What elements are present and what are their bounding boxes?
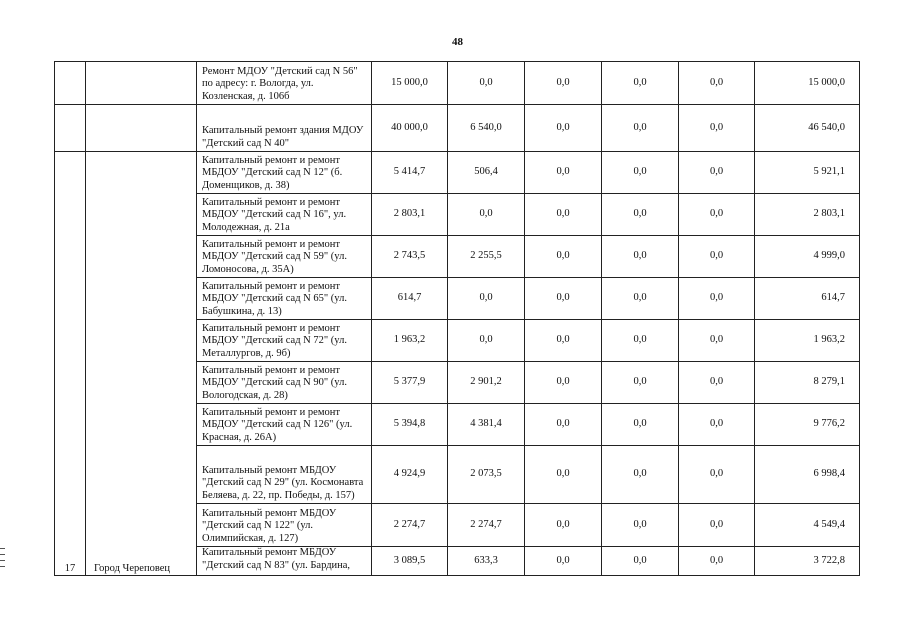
table-row	[55, 105, 860, 152]
value-cell: 0,0	[602, 278, 679, 320]
value-cell: 0,0	[679, 236, 755, 278]
page-number: 48	[452, 36, 463, 48]
value-cell: 0,0	[525, 236, 602, 278]
object-description: Капитальный ремонт МБДОУ "Детский сад N 122" (ул. Олимпийская, д. 127)	[197, 504, 372, 547]
budget-table	[54, 61, 860, 576]
value-cell: 0,0	[525, 504, 602, 547]
value-cell: 5 377,9	[372, 362, 448, 404]
value-cell: 0,0	[525, 446, 602, 504]
value-cell: 0,0	[679, 62, 755, 105]
object-description: Капитальный ремонт и ремонт МБДОУ "Детский сад N 12" (б. Доменщиков, д. 38)	[197, 152, 372, 194]
total-cell: 3 722,8	[755, 547, 860, 576]
object-description: Капитальный ремонт и ремонт МБДОУ "Детский сад N 126" (ул. Красная, д. 26А)	[197, 404, 372, 446]
total-cell: 6 998,4	[755, 446, 860, 504]
total-cell: 614,7	[755, 278, 860, 320]
value-cell: 0,0	[525, 62, 602, 105]
row-index: 17	[55, 152, 86, 576]
value-cell: 506,4	[448, 152, 525, 194]
value-cell: 0,0	[525, 194, 602, 236]
city-name: Город Череповец	[86, 152, 197, 576]
value-cell: 0,0	[602, 504, 679, 547]
total-cell: 4 999,0	[755, 236, 860, 278]
value-cell: 0,0	[448, 62, 525, 105]
object-description: Капитальный ремонт и ремонт МБДОУ "Детский сад N 16", ул. Молодежная, д. 21а	[197, 194, 372, 236]
total-cell: 46 540,0	[755, 105, 860, 152]
value-cell: 0,0	[602, 404, 679, 446]
value-cell: 4 924,9	[372, 446, 448, 504]
value-cell: 0,0	[602, 236, 679, 278]
total-cell: 8 279,1	[755, 362, 860, 404]
value-cell: 0,0	[525, 404, 602, 446]
value-cell: 0,0	[679, 404, 755, 446]
value-cell: 2 073,5	[448, 446, 525, 504]
index-cell-empty	[55, 62, 86, 105]
value-cell: 0,0	[525, 278, 602, 320]
object-description: Ремонт МДОУ "Детский сад N 56" по адресу: г. Вологда, ул. Козленская, д. 106б	[197, 62, 372, 105]
value-cell: 0,0	[525, 152, 602, 194]
value-cell: 5 414,7	[372, 152, 448, 194]
value-cell: 0,0	[448, 278, 525, 320]
value-cell: 15 000,0	[372, 62, 448, 105]
value-cell: 0,0	[679, 504, 755, 547]
value-cell: 0,0	[679, 194, 755, 236]
value-cell: 0,0	[679, 362, 755, 404]
object-description: Капитальный ремонт и ремонт МБДОУ "Детский сад N 90" (ул. Вологодская, д. 28)	[197, 362, 372, 404]
value-cell: 0,0	[602, 152, 679, 194]
city-cell-empty	[86, 105, 197, 152]
city-cell-empty	[86, 62, 197, 105]
total-cell: 2 803,1	[755, 194, 860, 236]
object-description: Капитальный ремонт и ремонт МБДОУ "Детский сад N 72" (ул. Металлургов, д. 9б)	[197, 320, 372, 362]
table-row	[55, 152, 860, 194]
value-cell: 0,0	[602, 362, 679, 404]
value-cell: 633,3	[448, 547, 525, 576]
value-cell: 0,0	[679, 105, 755, 152]
value-cell: 0,0	[602, 62, 679, 105]
value-cell: 0,0	[679, 278, 755, 320]
total-cell: 4 549,4	[755, 504, 860, 547]
scan-edge-marks	[0, 548, 6, 588]
value-cell: 1 963,2	[372, 320, 448, 362]
total-cell: 1 963,2	[755, 320, 860, 362]
value-cell: 0,0	[679, 446, 755, 504]
value-cell: 0,0	[679, 547, 755, 576]
value-cell: 0,0	[525, 547, 602, 576]
value-cell: 2 803,1	[372, 194, 448, 236]
value-cell: 40 000,0	[372, 105, 448, 152]
value-cell: 0,0	[448, 320, 525, 362]
total-cell: 9 776,2	[755, 404, 860, 446]
value-cell: 0,0	[602, 105, 679, 152]
object-description: Капитальный ремонт здания МДОУ "Детский сад N 40"	[197, 105, 372, 152]
value-cell: 0,0	[525, 105, 602, 152]
value-cell: 2 274,7	[448, 504, 525, 547]
total-cell: 15 000,0	[755, 62, 860, 105]
value-cell: 2 901,2	[448, 362, 525, 404]
value-cell: 0,0	[602, 547, 679, 576]
value-cell: 0,0	[448, 194, 525, 236]
value-cell: 2 255,5	[448, 236, 525, 278]
value-cell: 5 394,8	[372, 404, 448, 446]
value-cell: 0,0	[602, 446, 679, 504]
value-cell: 6 540,0	[448, 105, 525, 152]
object-description: Капитальный ремонт и ремонт МБДОУ "Детский сад N 59" (ул. Ломоносова, д. 35А)	[197, 236, 372, 278]
value-cell: 0,0	[679, 320, 755, 362]
object-description: Капитальный ремонт МБДОУ "Детский сад N 83" (ул. Бардина,	[197, 547, 372, 576]
index-cell-empty	[55, 105, 86, 152]
object-description: Капитальный ремонт и ремонт МБДОУ "Детский сад N 65" (ул. Бабушкина, д. 13)	[197, 278, 372, 320]
total-cell: 5 921,1	[755, 152, 860, 194]
value-cell: 0,0	[602, 194, 679, 236]
object-description: Капитальный ремонт МБДОУ "Детский сад N 29" (ул. Космонавта Беляева, д. 22, пр. Победы, д. 157)	[197, 446, 372, 504]
value-cell: 2 274,7	[372, 504, 448, 547]
value-cell: 614,7	[372, 278, 448, 320]
table-row	[55, 62, 860, 105]
value-cell: 0,0	[602, 320, 679, 362]
value-cell: 0,0	[679, 152, 755, 194]
value-cell: 3 089,5	[372, 547, 448, 576]
value-cell: 0,0	[525, 320, 602, 362]
value-cell: 4 381,4	[448, 404, 525, 446]
value-cell: 0,0	[525, 362, 602, 404]
value-cell: 2 743,5	[372, 236, 448, 278]
